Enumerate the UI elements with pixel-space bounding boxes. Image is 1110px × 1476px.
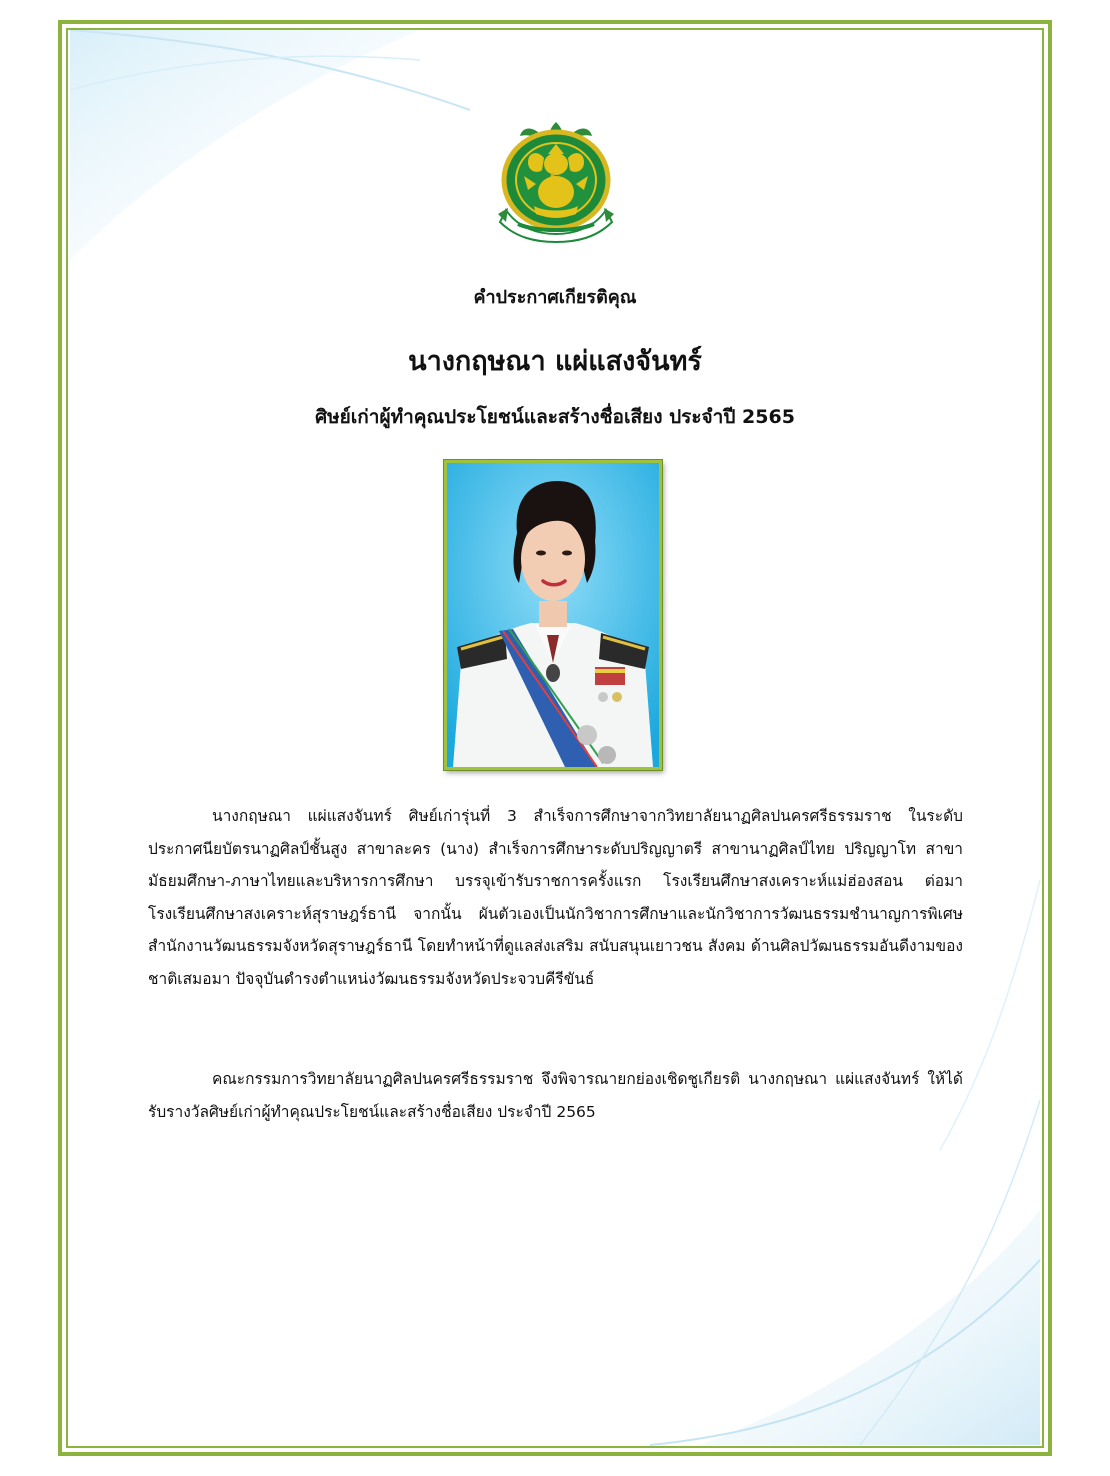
honoree-photo	[444, 460, 662, 770]
citation-paragraph-1: นางกฤษณา แผ่แสงจันทร์ ศิษย์เก่ารุ่นที่ 3 สำเร็จการศึกษาจากวิทยาลัยนาฏศิลปนครศรีธรรมราช ในระดับประกาศนียบัตรนาฏศิลป์ชั้นสูง สาขาละคร (นาง) สำเร็จการศึกษาระดับปริญญาตรี สาขานาฏศิลป์ไทย ปริญญาโท สาขามัธยมศึกษา-ภาษาไทยและบริหารการศึกษา บรรจุเข้ารับราชการครั้งแรก โรงเรียนศึกษาสงเคราะห์แม่ฮ่องสอน ต่อมาโรงเรียนศึกษาสงเคราะห์สุราษฎร์ธานี จากนั้น ผันตัวเองเป็นนักวิชาการศึกษาและนักวิชาการวัฒนธรรมชำนาญการพิเศษ สำนักงานวัฒนธรรมจังหวัดสุราษฎร์ธานี โดยทำหน้าที่ดูแลส่งเสริม สนับสนุนเยาวชน สังคม ด้านศิลปวัฒนธรรมอันดีงามของชาติเสมอมา ปัจจุบันดำรงตำแหน่งวัฒนธรรมจังหวัดประจวบคีรีขันธ์	[148, 807, 963, 988]
award-title: ศิษย์เก่าผู้ทำคุณประโยชน์และสร้างชื่อเสียง ประจำปี 2565	[315, 406, 795, 428]
proclamation-heading: คำประกาศเกียรติคุณ	[473, 287, 637, 308]
ganesha-emblem-icon	[488, 118, 624, 246]
citation-paragraph-2: คณะกรรมการวิทยาลัยนาฏศิลปนครศรีธรรมราช จึงพิจารณายกย่องเชิดชูเกียรติ นางกฤษณา แผ่แสงจันทร์ ให้ได้รับรางวัลศิษย์เก่าผู้ทำคุณประโยชน์และสร้างชื่อเสียง ประจำปี 2565	[148, 1070, 963, 1121]
honoree-name: นางกฤษณา แผ่แสงจันทร์	[408, 346, 702, 377]
